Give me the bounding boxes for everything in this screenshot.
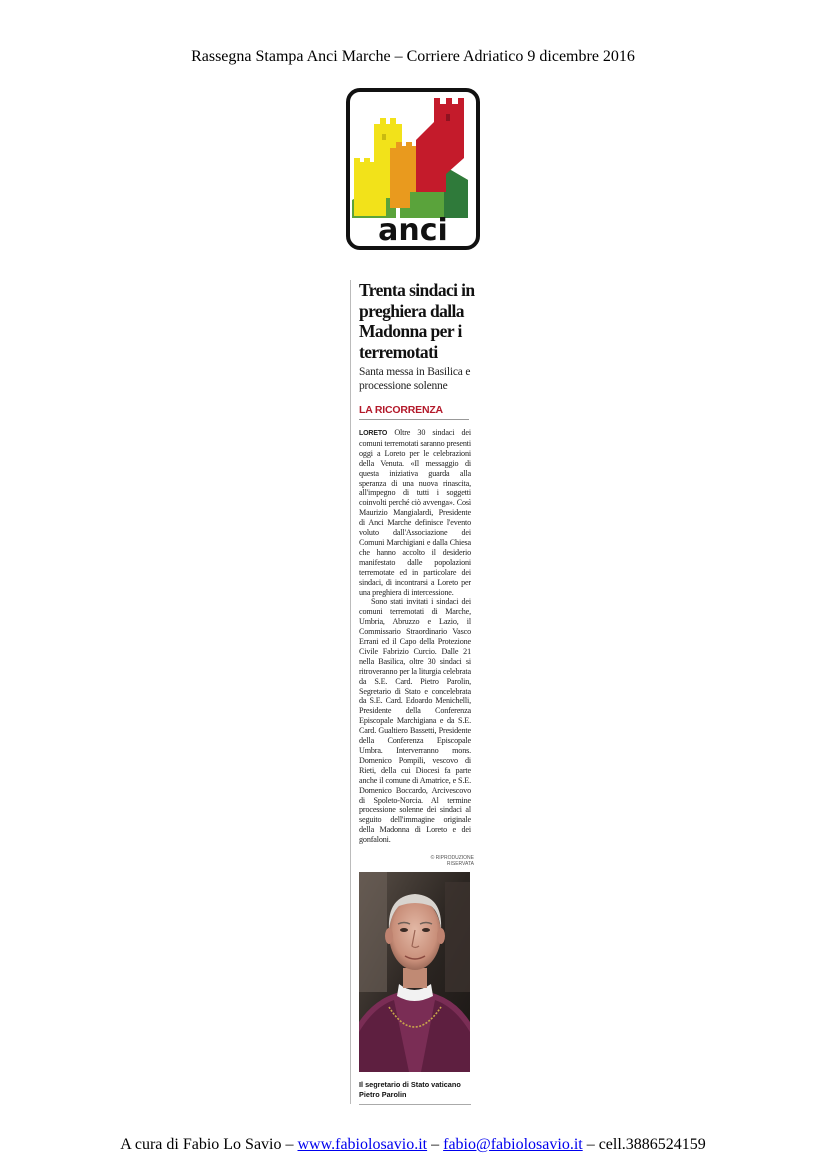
article-subhead: Santa messa in Basilica e processione solenne: [359, 366, 471, 392]
footer-separator: –: [427, 1136, 444, 1153]
page-header: Rassegna Stampa Anci Marche – Corriere Adriatico 9 dicembre 2016: [191, 48, 635, 65]
photo-caption: Il segretario di Stato vaticano Pietro Parolin: [359, 1080, 461, 1099]
article-paragraph-2: Sono stati invitati i sindaci dei comuni terremotati di Marche, Umbria, Abruzzo e Lazio, il Commissario Straordinario Vasco Errani ed il Capo della Protezione Civile Fabrizio Curcio. Dalle 21 nella Basilica, oltre 30 sindaci si ritroveranno per la liturgia celebrata da S.E. Card. Pietro Parolin, Segretario di Stato e concelebrata da S.E. Card. Edoardo Menichelli, Presidente della Conferenza Episcopale Marchigiana e da S.E. Card. Gualtiero Bassetti, Presidente della Conferenza Episcopale Umbra. Interverranno mons. Domenico Pompili, vescovo di Rieti, della cui Diocesi fa parte anche il comune di Amatrice, e S.E. Domenico Boccardo, Arcivescovo di Spoleto-Norcia. Al termine processione solenne dei sindaci al seguito dell'immagine originale della Madonna di Loreto e dei gonfaloni.: [359, 597, 471, 845]
caption-rule: [359, 1104, 471, 1105]
portrait-photo: [359, 872, 470, 1072]
footer-phone: – cell.3886524159: [582, 1136, 706, 1153]
copyright-notice: © RIPRODUZIONE RISERVATA: [430, 855, 474, 867]
paragraph-1-text: Oltre 30 sindaci dei comuni terremotati saranno presenti oggi a Loreto per le celebrazioni della Venuta. «Il messaggio di questa iniziativa guarda alla speranza di una nuova rinascita, all'impegno di tutti i soggetti coinvolti perché ciò avvenga». Così Maurizio Mangialardi, Presidente di Anci Marche definisce l'evento voluto dall'Associazione dei Comuni Marchigiani e dalla Chiesa che hanno accolto il desiderio manifestato dalle popolazioni terremotate ed in particolare dei sindaci, di incontrarsi a Loreto per una preghiera di intercessione.: [359, 428, 471, 597]
website-link[interactable]: www.fabiolosavio.it: [297, 1136, 428, 1153]
logo-text: anci: [378, 213, 448, 248]
article-body: [359, 428, 471, 845]
article-dateline: LORETO: [359, 430, 388, 437]
page-footer: [0, 1136, 826, 1154]
article-headline: Trenta sindaci in preghiera dalla Madonna per i terremotati: [359, 280, 475, 362]
footer-prefix: A cura di Fabio Lo Savio –: [120, 1136, 298, 1153]
anci-logo: [346, 88, 480, 250]
email-link[interactable]: fabio@fabiolosavio.it: [443, 1136, 583, 1153]
article-kicker: LA RICORRENZA: [359, 404, 469, 420]
article-paragraph-1: [359, 428, 471, 597]
column-rule: [350, 280, 351, 1104]
